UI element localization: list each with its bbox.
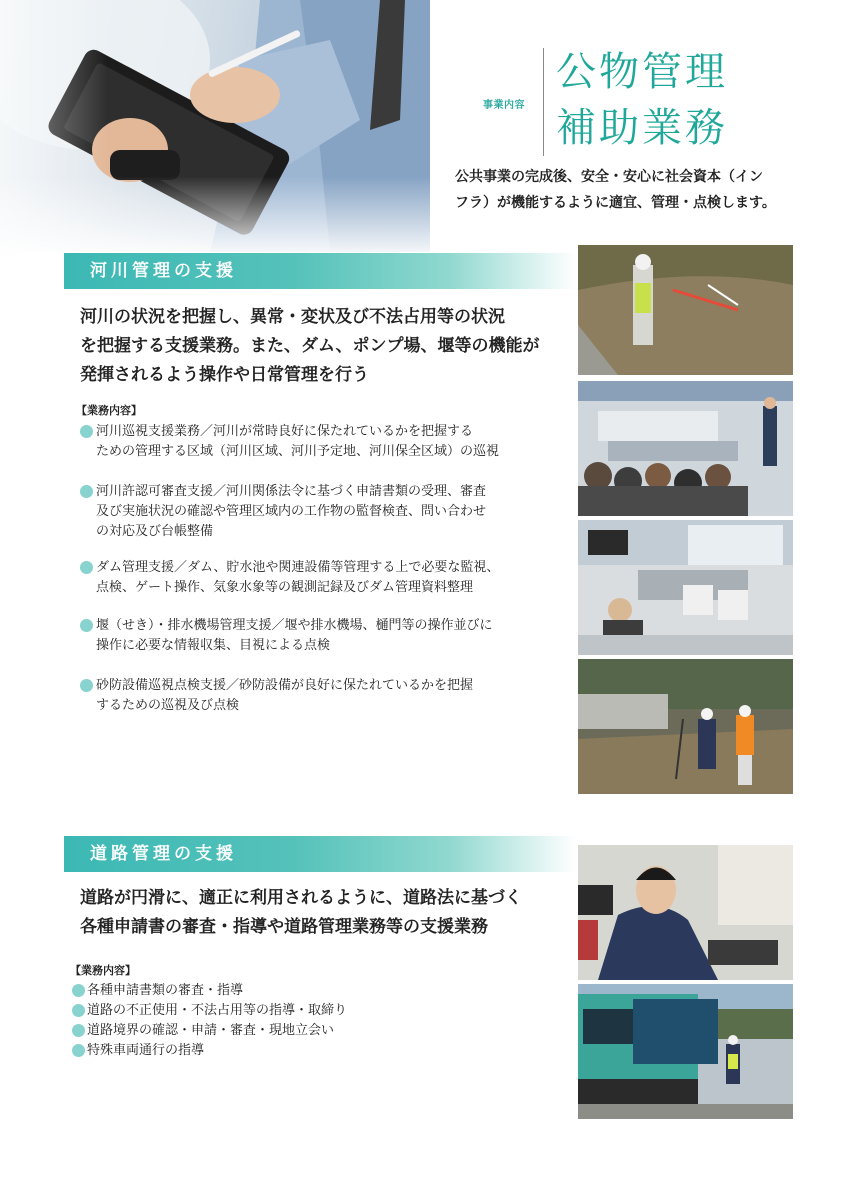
category-label: 事業内容	[483, 100, 525, 111]
bullet-dot-icon	[80, 425, 93, 438]
road-lead	[80, 884, 570, 942]
item-line: 及び実施状況の確認や管理区域内の工作物の監督検査、問い合わせ	[96, 504, 487, 519]
bullet-dot-icon	[72, 984, 85, 997]
photo-road-truck-inspection	[578, 984, 793, 1119]
item-line: 堰（せき）・排水機場管理支援／堰や排水機場、樋門等の操作並びに	[96, 618, 493, 633]
road-work-label: 【業務内容】	[70, 964, 136, 977]
bullet-dot-icon	[80, 561, 93, 574]
page-lead	[455, 164, 785, 216]
item-line: 砂防設備巡視点検支援／砂防設備が良好に保たれているかを把握	[96, 678, 474, 693]
river-item-sabo	[80, 676, 560, 716]
road-item-label: 道路の不正使用・不法占用等の指導・取締り	[87, 1003, 348, 1018]
item-line: ダム管理支援／ダム、貯水池や関連設備等管理する上で必要な監視、	[96, 560, 500, 575]
section-heading-road: 道路管理の支援	[64, 836, 576, 872]
river-work-label: 【業務内容】	[76, 404, 142, 417]
road-item-label: 各種申請書類の審査・指導	[87, 983, 244, 998]
river-lead-line: を把握する支援業務。また、ダム、ポンプ場、堰等の機能が	[80, 336, 540, 356]
photo-road-office-staff	[578, 845, 793, 980]
hero-photo-fade	[0, 0, 430, 252]
photo-river-control-room-tour	[578, 381, 793, 516]
item-line: 点検、ゲート操作、気象水象等の観測記録及びダム管理資料整理	[96, 580, 474, 595]
river-item-permit	[80, 482, 560, 542]
photo-river-sabo-inspection	[578, 659, 793, 794]
road-item-label: 道路境界の確認・申請・審査・現地立会い	[87, 1023, 335, 1038]
river-lead-line: 河川の状況を把握し、異常・変状及び不法占用等の状況	[80, 307, 505, 327]
page-lead-line2: フラ）が機能するように適宜、管理・点検します。	[455, 195, 776, 211]
photo-river-dam-monitoring	[578, 520, 793, 655]
bullet-dot-icon	[80, 485, 93, 498]
river-lead-line: 発揮されるよう操作や日常管理を行う	[80, 365, 369, 385]
title-divider	[543, 48, 544, 156]
bullet-dot-icon	[80, 679, 93, 692]
page-title	[556, 44, 728, 156]
road-item	[72, 1001, 552, 1021]
river-item-weir	[80, 616, 560, 656]
item-line: するための巡視及び点検	[96, 698, 240, 713]
section-heading-river: 河川管理の支援	[64, 253, 576, 289]
item-line: の対応及び台帳整備	[96, 524, 214, 539]
river-item-dam	[80, 558, 560, 598]
bullet-dot-icon	[72, 1004, 85, 1017]
bullet-dot-icon	[72, 1044, 85, 1057]
item-line: 操作に必要な情報収集、目視による点検	[96, 638, 331, 653]
item-line: 河川許認可審査支援／河川関係法令に基づく申請書類の受理、審査	[96, 484, 487, 499]
item-line: ための管理する区域（河川区域、河川予定地、河川保全区域）の巡視	[96, 444, 500, 459]
road-item	[72, 1041, 552, 1061]
road-item	[72, 1021, 552, 1041]
bullet-dot-icon	[72, 1024, 85, 1037]
page-title-line1: 公物管理	[556, 49, 728, 95]
page-title-line2: 補助業務	[556, 105, 728, 151]
road-lead-line: 道路が円滑に、適正に利用されるように、道路法に基づく	[80, 888, 522, 908]
bullet-dot-icon	[80, 619, 93, 632]
photo-river-survey	[578, 245, 793, 375]
road-item-label: 特殊車両通行の指導	[87, 1043, 205, 1058]
road-lead-line: 各種申請書の審査・指導や道路管理業務等の支援業務	[80, 917, 488, 937]
road-item	[72, 981, 552, 1001]
page-lead-line1: 公共事業の完成後、安全・安心に社会資本（イン	[455, 169, 763, 185]
river-lead	[80, 303, 570, 390]
river-item-patrol	[80, 422, 560, 462]
item-line: 河川巡視支援業務／河川が常時良好に保たれているかを把握する	[96, 424, 474, 439]
